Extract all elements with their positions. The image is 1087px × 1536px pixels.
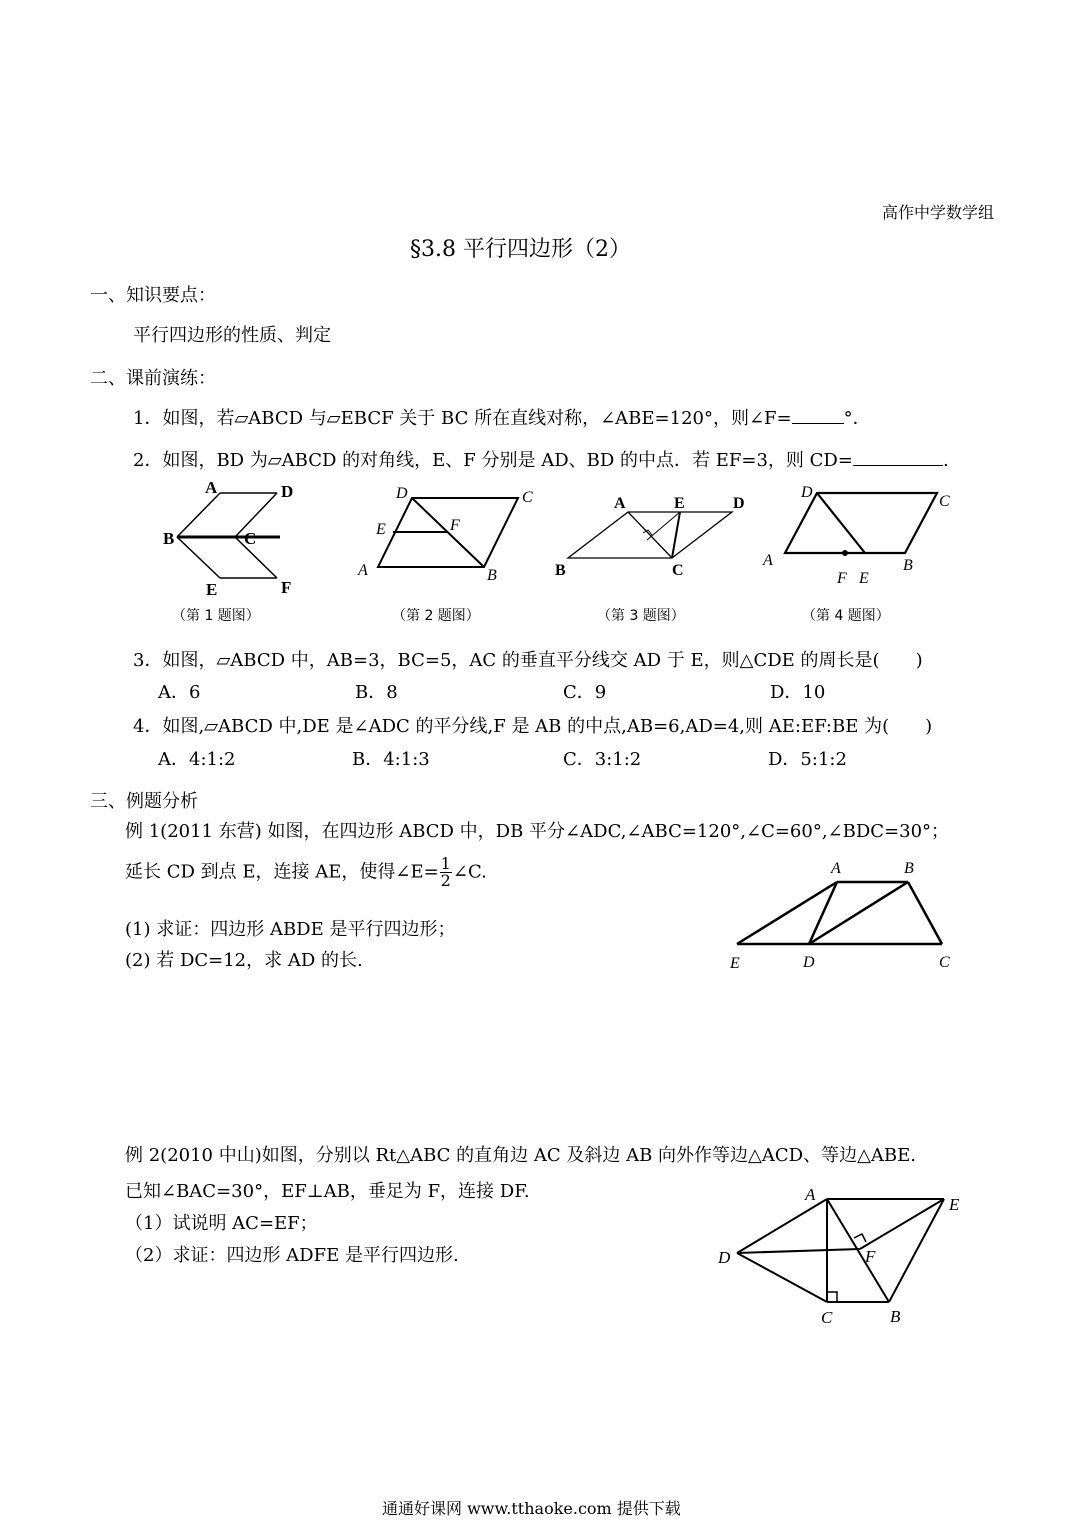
fig4-point-F [842,550,848,556]
fig4-label-A: A [763,552,773,569]
figure-1 [155,475,315,605]
ex2-label-B: B [890,1307,901,1326]
footer-credit: 通通好课网 www.tthaoke.com 提供下载 [382,1499,681,1518]
fraction-numerator: 1 [440,854,451,873]
page-title: §3.8 平行四边形（2） [410,237,631,262]
fraction-one-half [440,856,452,889]
fig3-label-C: C [672,562,684,579]
example-1-line1: 例 1(2011 东营) 如图，在四边形 ABCD 中，DB 平分∠ADC,∠ABC=120°,∠C=60°,∠BDC=30°； [125,821,950,842]
ex2-label-C: C [821,1308,833,1327]
ex1-label-E: E [730,955,740,972]
fig1-label-F: F [281,578,292,597]
figure-3 [550,485,760,585]
header-org: 高作中学数学组 [882,203,995,222]
q4-option-a[interactable]: A．4:1:2 [158,749,236,770]
ex2-label-D: D [718,1248,731,1267]
fig4-label-C: C [939,493,950,510]
example-2-part1: （1）试说明 AC=EF； [125,1213,318,1234]
fig2-label-A: A [358,562,368,579]
question-2 [133,446,949,472]
caption-3: （第 3 题图） [597,608,685,624]
fig4-label-E: E [859,570,869,587]
q3-option-b[interactable]: B．8 [355,682,398,703]
question-2-text: 2．如图，BD 为▱ABCD 的对角线，E、F 分别是 AD、BD 的中点．若 EF=3，则 CD= [133,450,853,471]
section3-heading: 三、例题分析 [90,791,198,812]
ex2-label-A: A [805,1185,816,1204]
example-1-figure [715,850,965,975]
question-1-tail: °． [843,408,871,429]
fig4-label-D: D [801,484,813,501]
fig4-label-B: B [903,557,913,574]
caption-1: （第 1 题图） [172,608,260,624]
fraction-denominator: 2 [440,871,451,890]
fig1-label-C: C [244,529,257,548]
example-1-line2-post: ∠C. [452,861,487,883]
figure-4 [755,480,965,590]
answer-blank-1[interactable] [792,405,844,424]
example-2-line1: 例 2(2010 中山)如图，分别以 Rt△ABC 的直角边 AC 及斜边 AB 向外作等边△ACD、等边△ABE. [125,1145,917,1166]
section2-heading: 二、课前演练： [90,368,216,389]
q3-option-c[interactable]: C．9 [563,682,607,703]
ex1-label-A: A [831,860,841,877]
fig4-label-F: F [837,570,847,587]
caption-4: （第 4 题图） [802,608,890,624]
question-4-text: 4．如图,▱ABCD 中,DE 是∠ADC 的平分线,F 是 AB 的中点,AB=6,AD=4,则 AE:EF:BE 为( ) [133,716,933,737]
example-1-line2 [125,856,487,889]
fig2-label-E: E [376,521,386,538]
section1-heading: 一、知识要点： [90,285,216,306]
figure-2 [350,480,540,590]
answer-blank-2[interactable] [853,447,943,466]
fig2-label-F: F [450,517,460,534]
question-3-text: 3．如图，▱ABCD 中，AB=3，BC=5，AC 的垂直平分线交 AD 于 E，则△CDE 的周长是( ) [133,650,923,671]
ex2-label-F: F [865,1247,876,1266]
fig1-label-B: B [163,529,175,548]
fig2-label-D: D [396,485,408,502]
example-1-line2-pre: 延长 CD 到点 E，连接 AE，使得∠E= [125,861,439,883]
fig1-label-E: E [206,580,218,599]
example-2-line2: 已知∠BAC=30°，EF⊥AB，垂足为 F，连接 DF. [125,1181,530,1202]
example-1-part2: (2) 若 DC=12，求 AD 的长. [125,950,363,971]
q4-option-b[interactable]: B．4:1:3 [352,749,430,770]
fig1-label-A: A [205,478,218,497]
fig2-label-C: C [522,489,533,506]
example-2-figure [710,1180,980,1330]
fig3-label-A: A [614,495,626,512]
fig3-label-B: B [555,562,566,579]
example-2-part2: （2）求证：四边形 ADFE 是平行四边形. [125,1245,459,1266]
ex1-label-B: B [904,860,914,877]
q4-option-c[interactable]: C．3:1:2 [563,749,642,770]
section1-content: 平行四边形的性质、判定 [133,325,331,346]
caption-2: （第 2 题图） [392,608,480,624]
ex1-label-D: D [803,954,815,971]
question-2-tail: . [942,450,949,471]
example-1-part1: (1) 求证：四边形 ABDE 是平行四边形； [125,919,456,940]
ex2-label-E: E [949,1195,960,1214]
fig3-label-D: D [733,495,745,512]
fig1-label-D: D [281,482,294,501]
q4-option-d[interactable]: D．5:1:2 [768,749,847,770]
fig2-label-B: B [487,567,497,584]
q3-option-d[interactable]: D．10 [770,682,826,703]
question-1 [133,404,871,430]
question-1-text: 1．如图，若▱ABCD 与▱EBCF 关于 BC 所在直线对称，∠ABE=120°，则∠F= [133,408,792,429]
ex1-label-C: C [939,954,950,971]
fig3-label-E: E [674,495,685,512]
q3-option-a[interactable]: A．6 [158,682,201,703]
